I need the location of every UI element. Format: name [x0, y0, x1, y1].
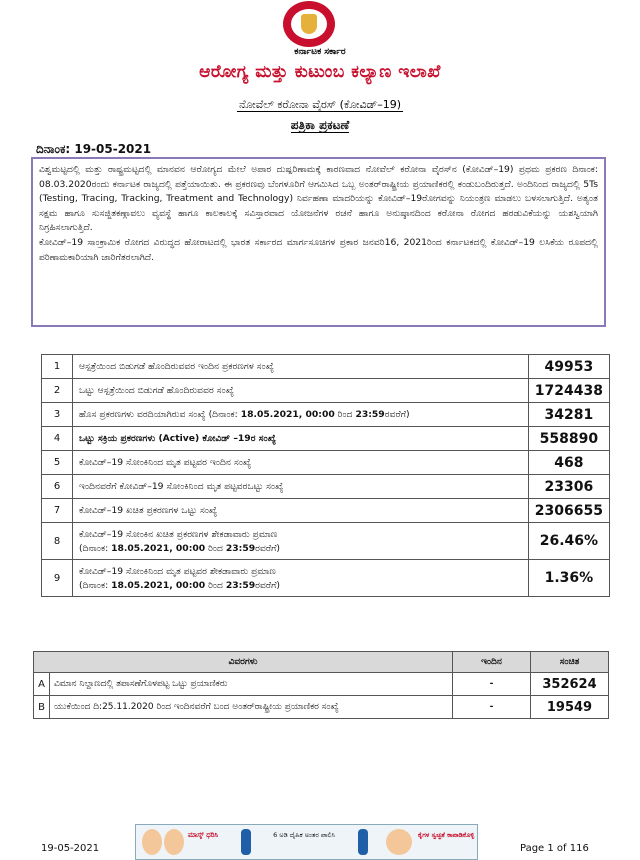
stat-value: 23306 [528, 475, 609, 499]
table-row: 3 ಹೊಸ ಪ್ರಕರಣಗಳು ವರದಿಯಾಗಿರುವ ಸಂಖ್ಯೆ (ದಿನಾಂಕ: 18.05.2021, 00:00 ರಿಂದ 23:59ರವರೆಗೆ) 34281 [42, 403, 610, 427]
stat-value: 2306655 [528, 499, 609, 523]
table-row: 4 ಒಟ್ಟು ಸಕ್ರಿಯ ಪ್ರಕರಣಗಳು (Active) ಕೋವಿಡ್ –19ರ ಸಂಖ್ಯೆ 558890 [42, 427, 610, 451]
intro-paragraph-1: ವಿಶ್ವಮಟ್ಟದಲ್ಲಿ ಮತ್ತು ರಾಷ್ಟ್ರಮಟ್ಟದಲ್ಲಿ ಮಾನವನ ಆರೋಗ್ಯದ ಮೇಲೆ ಅಪಾರ ದುಷ್ಪರಿಣಾಮಕ್ಕೆ ಕಾರಣವಾದ ನೋವೆಲ್ ಕರೋನಾ ವೈರಸ್‌ನ (ಕೋವಿಡ್–19) ಪ್ರಥಮ ಪ್ರಕರಣ ದಿನಾಂಕ: 08.03.2020ರಂದು ಕರ್ನಾಟಕ ರಾಜ್ಯದಲ್ಲಿ ಪತ್ತೆಯಾಯಿತು. ಈ ಪ್ರಕರಣವು ಬೆಂಗಳೂರಿಗೆ ಆಗಮಿಸಿದ ಒಬ್ಬ ಅಂತರ್‌ರಾಷ್ಟ್ರೀಯ ಪ್ರಯಾಣಿಕರಲ್ಲಿ ಕಂಡುಬಂದಿರುತ್ತದೆ. ಅಂದಿನಿಂದ ರಾಜ್ಯದಲ್ಲಿ 5Ts (Testing, Tracing, Tracking, Treatment and Technology) ನಿರ್ವಹಣಾ ಮಾದರಿಯನ್ನು ಕೋವಿಡ್–19ರೋಗವನ್ನು ನಿಯಂತ್ರಣ ಮಾಡಲು ಬಳಸಲಾಗುತ್ತಿದೆ. ಅತ್ಯಂತ ಸಕ್ಷಮ ಹಾಗೂ ಸುಸಜ್ಜಿತಕಣ್ಗಾವಲು ವ್ಯವಸ್ಥೆ ಹಾಗೂ ಕಾಲಕಾಲಕ್ಕೆ ಸವಿಸ್ತಾರವಾದ ಯೋಜನೆಗಳ ರಚನೆ ಹಾಗೂ ಅನುಷ್ಠಾನದಿಂದ ಕರೋನಾ ರೋಗದ ಹರಡುವಿಕೆಯನ್ನು ಯಶಸ್ವಿಯಾಗಿ ನಿಗ್ರಹಿಸಲಾಗುತ್ತಿದೆ. [39, 164, 598, 234]
mask-face-icon [142, 829, 162, 855]
intro-paragraph-2: ಕೋವಿಡ್–19 ಸಾಂಕ್ರಾಮಿಕ ರೋಗದ ವಿರುದ್ಧದ ಹೋರಾಟದಲ್ಲಿ ಭಾರತ ಸರ್ಕಾರದ ಮಾರ್ಗಸೂಚಿಗಳ ಪ್ರಕಾರ ಜನವರಿ16, 2021ರಿಂದ ಕರ್ನಾಟಕದಲ್ಲಿ ಕೋವಿಡ್–19 ಲಸಿಕೆಯ ರೂಪದಲ್ಲಿ ಪರಿಣಾಮಕಾರಿಯಾಗಿ ಜಾರಿಗೆತರಲಾಗಿದೆ. [39, 236, 598, 263]
stat-value: 558890 [528, 427, 609, 451]
covid-stats-table [41, 354, 610, 597]
stat-value: 468 [528, 451, 609, 475]
table-row: 8 ಕೋವಿಡ್–19 ಸೋಂಕಿನ ಖಚಿತ ಪ್ರಕರಣಗಳ ಶೇಕಡಾವಾರು ಪ್ರಮಾಣ (ದಿನಾಂಕ: 18.05.2021, 00:00 ರಿಂದ 23:59ರವರೆಗೆ) 26.46% [42, 523, 610, 560]
release-date: ದಿನಾಂಕ: 19-05-2021 [36, 142, 152, 156]
intro-box [31, 157, 606, 327]
hand-wash-text: ಕೈಗಳ ಸ್ವಚ್ಛತೆ ಕಾಪಾಡಿಕೊಳ್ಳಿ [418, 831, 475, 839]
hand-wash-icon [386, 829, 412, 855]
table-row: 1 ಆಸ್ಪತ್ರೆಯಿಂದ ಬಿಡುಗಡೆ ಹೊಂದಿರುವವರ ಇಂದಿನ ಪ್ರಕರಣಗಳ ಸಂಖ್ಯೆ 49953 [42, 355, 610, 379]
press-release-heading: ಪತ್ರಿಕಾ ಪ್ರಕಟಣೆ [290, 118, 350, 132]
mask-text: ಮಾಸ್ಕ್ ಧರಿಸಿ [188, 831, 219, 839]
column-header: ವಿವರಗಳು [34, 652, 453, 673]
table-row: 9 ಕೋವಿಡ್–19 ಸೋಂಕಿನಿಂದ ಮೃತ ಪಟ್ಟವರ ಶೇಕಡಾವಾರು ಪ್ರಮಾಣ (ದಿನಾಂಕ: 18.05.2021, 00:00 ರಿಂದ 23:59ರವರೆಗೆ) 1.36% [42, 560, 610, 597]
government-title: ಕರ್ನಾಟಕ ಸರ್ಕಾರ [294, 47, 346, 57]
table-row: A ವಿಮಾನ ನಿಲ್ದಾಣದಲ್ಲಿ ತಪಾಸಣೆಗೊಳಪಟ್ಟ ಒಟ್ಟು ಪ್ರಯಾಣಿಕರು - 352624 [34, 673, 609, 696]
stat-value: 34281 [528, 403, 609, 427]
table-row: 2 ಒಟ್ಟು ಆಸ್ಪತ್ರೆಯಿಂದ ಬಿಡುಗಡೆ ಹೊಂದಿರುವವರ ಸಂಖ್ಯೆ 1724438 [42, 379, 610, 403]
department-title: ಆರೋಗ್ಯ ಮತ್ತು ಕುಟುಂಬ ಕಲ್ಯಾಣ ಇಲಾಖೆ [199, 62, 441, 82]
stat-value: 49953 [528, 355, 609, 379]
person-icon [241, 829, 251, 855]
virus-title: ನೋವೆಲ್ ಕರೋನಾ ವೈರಸ್ (ಕೋವಿಡ್–19) [238, 98, 401, 111]
safety-poster [135, 824, 478, 860]
distance-text: 6 ಅಡಿ ದೈಹಿಕ ಅಂತರ ಪಾಲಿಸಿ [273, 831, 335, 839]
table-row: B ಯುಕೆಯಿಂದ ದಿ:25.11.2020 ರಿಂದ ಇಂದಿನವರೆಗೆ ಬಂದ ಅಂತರ್‌ರಾಷ್ಟ್ರೀಯ ಪ್ರಯಾಣಿಕರ ಸಂಖ್ಯೆ - 19549 [34, 696, 609, 719]
table-row: 6 ಇಂದಿನವರೆಗೆ ಕೋವಿಡ್–19 ಸೋಂಕಿನಿಂದ ಮೃತ ಪಟ್ಟವರಒಟ್ಟು ಸಂಖ್ಯೆ 23306 [42, 475, 610, 499]
stat-value: 26.46% [528, 523, 609, 560]
footer-date: 19-05-2021 [41, 843, 100, 854]
person-icon [358, 829, 368, 855]
stat-value: 1724438 [528, 379, 609, 403]
karnataka-emblem-icon [277, 1, 341, 49]
table-header-row [34, 652, 609, 673]
travellers-table [33, 651, 609, 719]
stat-value: 1.36% [528, 560, 609, 597]
page-number: Page 1 of 116 [520, 843, 589, 854]
mask-face-icon [164, 829, 184, 855]
table-row: 7 ಕೋವಿಡ್–19 ಖಚಿತ ಪ್ರಕರಣಗಳ ಒಟ್ಟು ಸಂಖ್ಯೆ 2306655 [42, 499, 610, 523]
column-header: ಸಂಚಿತ [531, 652, 609, 673]
column-header: ಇಂದಿನ [453, 652, 531, 673]
table-row: 5 ಕೋವಿಡ್–19 ಸೋಂಕಿನಿಂದ ಮೃತ ಪಟ್ಟವರ ಇಂದಿನ ಸಂಖ್ಯೆ 468 [42, 451, 610, 475]
